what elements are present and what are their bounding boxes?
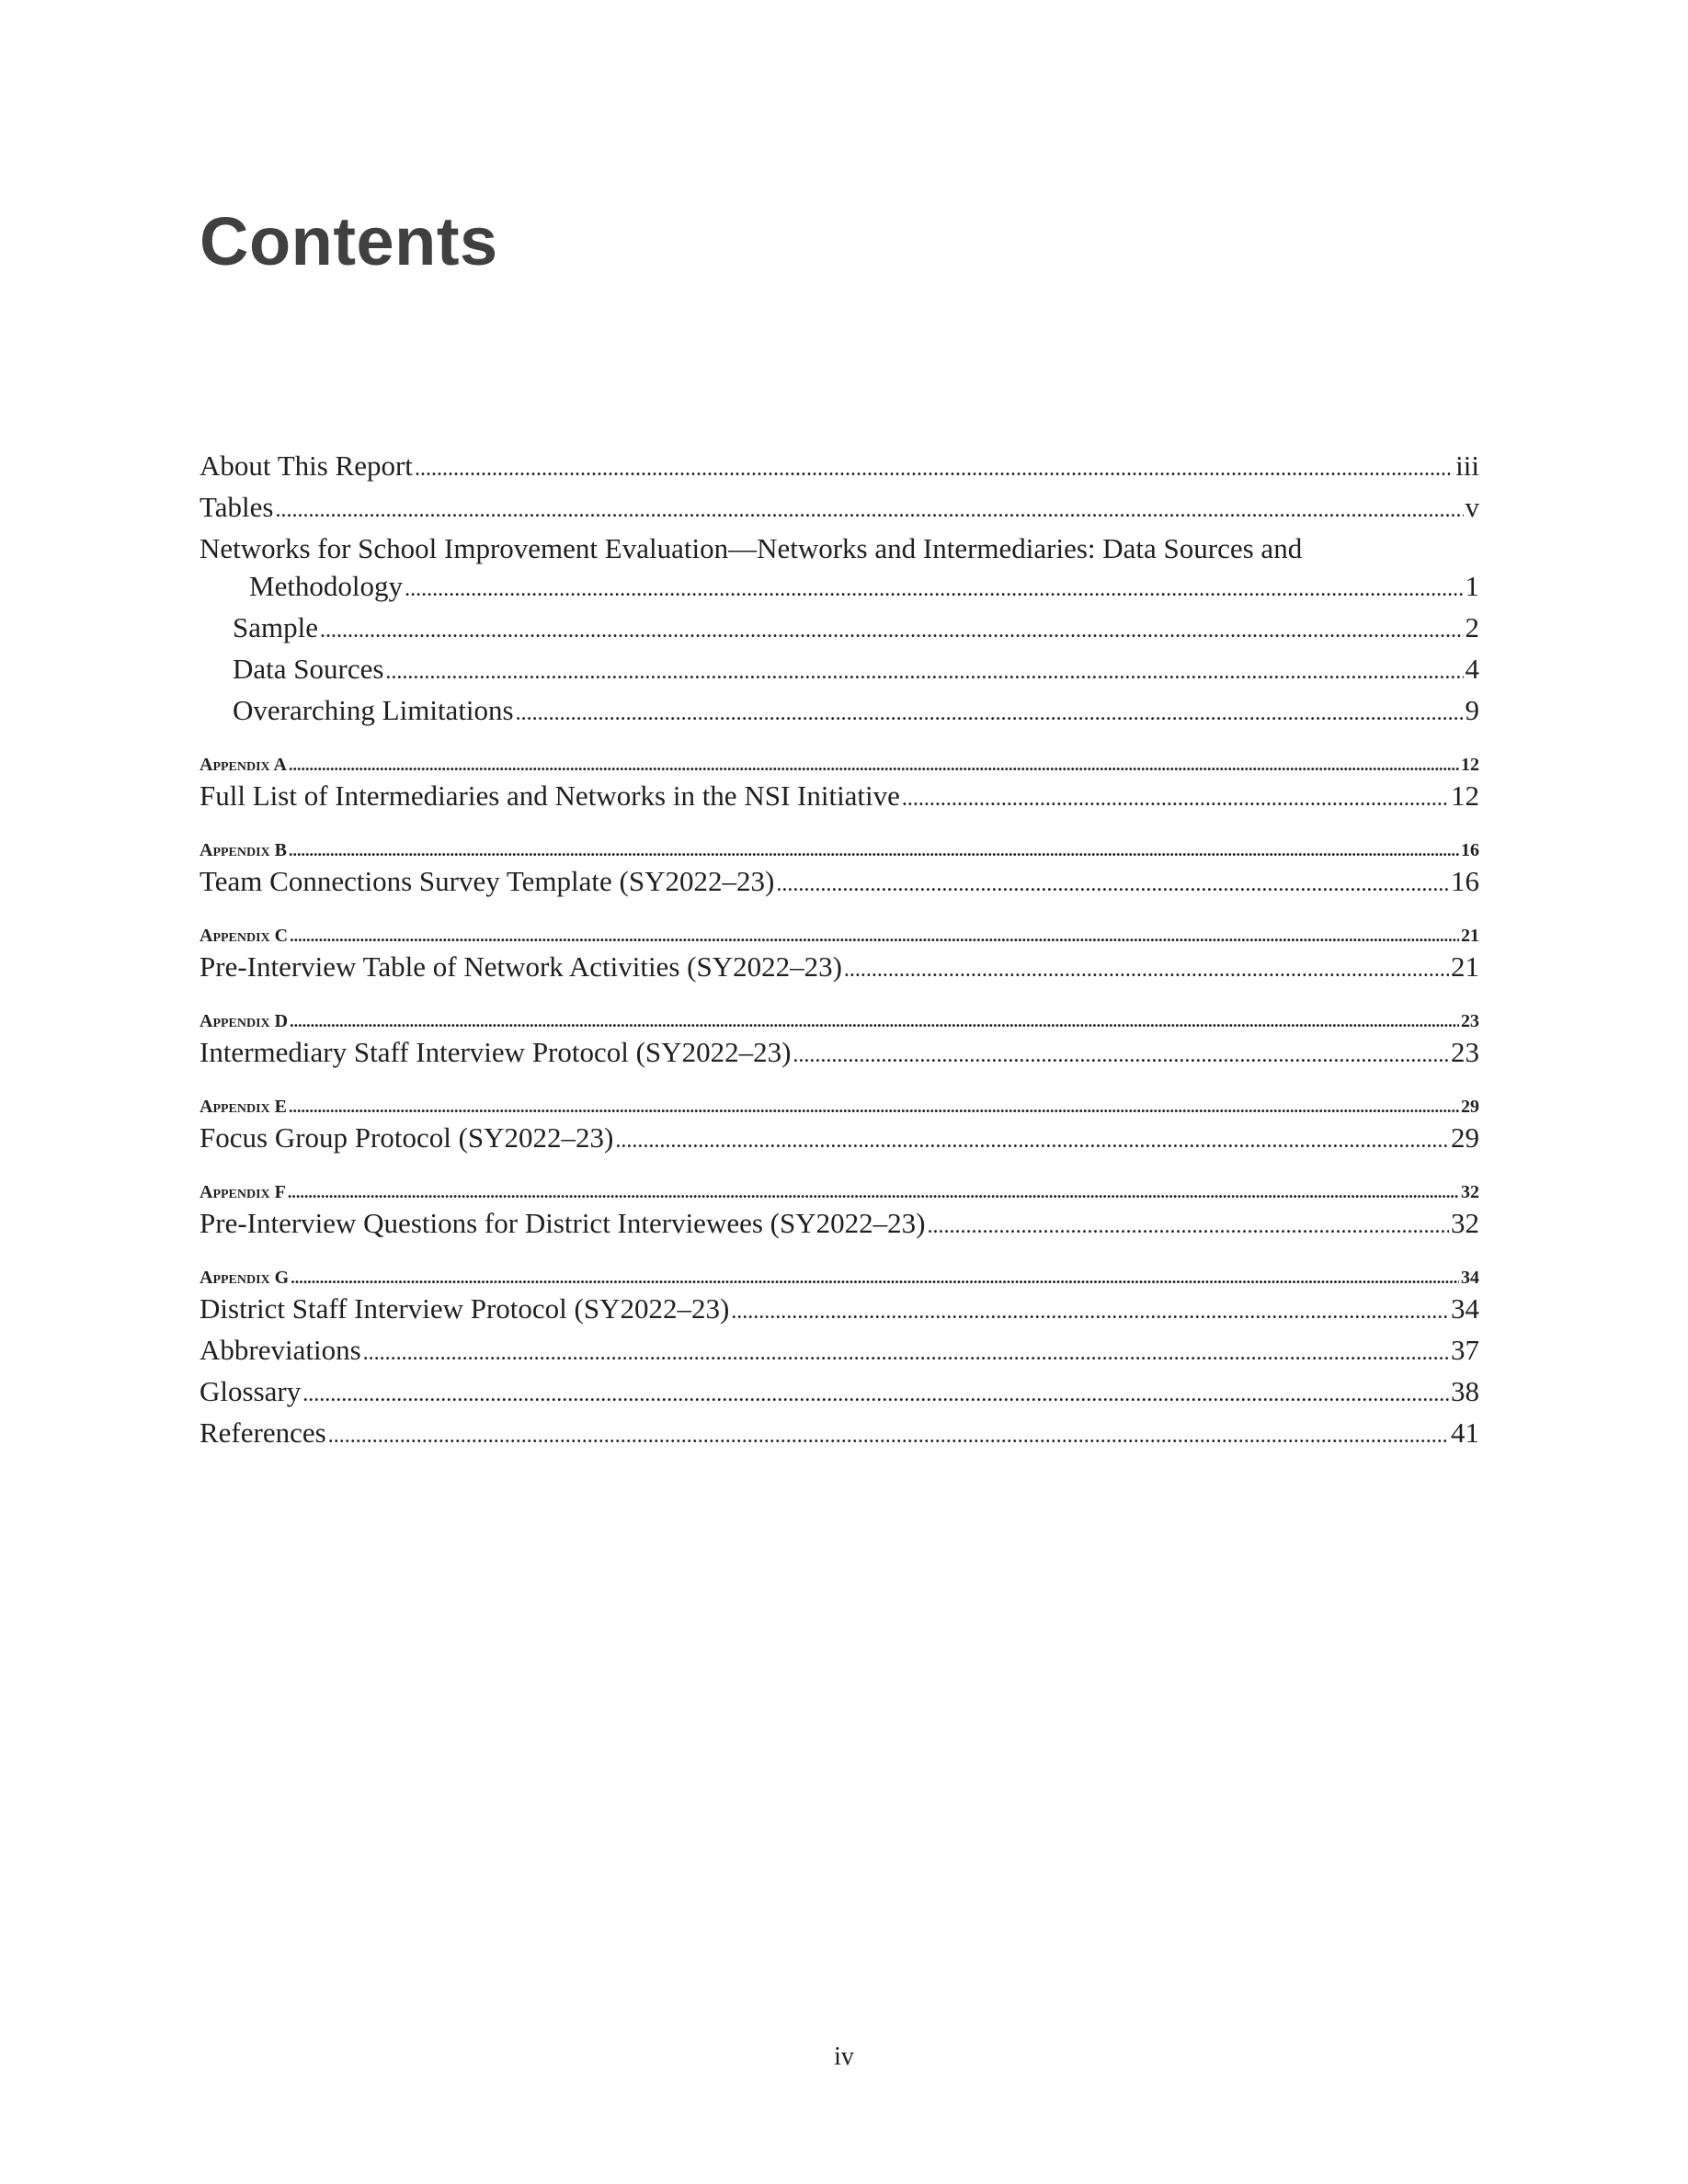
dot-leader — [290, 1009, 1459, 1033]
dot-leader — [844, 951, 1449, 989]
toc-entry-page: 32 — [1451, 1207, 1479, 1239]
toc-entry-label: Full List of Intermediaries and Networks in the NSI Initiative — [200, 779, 900, 812]
toc-entry-team-connections[interactable] — [200, 862, 1479, 904]
toc-entry-pre-interview-questions[interactable] — [200, 1204, 1479, 1246]
toc-entry-label: Appendix B — [200, 840, 288, 860]
toc-appendix-g[interactable] — [200, 1266, 1479, 1290]
toc-entry-label: References — [200, 1416, 326, 1449]
toc-entry-label: Abbreviations — [200, 1334, 361, 1366]
toc-entry-page: iii — [1455, 449, 1479, 482]
dot-leader — [320, 612, 1464, 650]
dot-leader — [290, 924, 1459, 948]
dot-leader — [731, 1293, 1449, 1331]
toc-entry-label: District Staff Interview Protocol (SY2022–23) — [200, 1292, 730, 1325]
dot-leader — [289, 838, 1459, 862]
toc-entry-page: 16 — [1461, 840, 1479, 860]
dot-leader — [793, 1037, 1449, 1075]
toc-entry-label: Appendix G — [200, 1268, 290, 1288]
toc-entry-glossary[interactable] — [200, 1372, 1479, 1414]
toc-entry-page: 37 — [1451, 1334, 1479, 1366]
dot-leader — [385, 654, 1463, 691]
toc-entry-page: 16 — [1451, 865, 1479, 897]
toc-entry-references[interactable] — [200, 1414, 1479, 1455]
dot-leader — [328, 1417, 1449, 1455]
toc-entry-focus-group[interactable] — [200, 1119, 1479, 1160]
toc-entry-page: 2 — [1465, 611, 1479, 643]
dot-leader — [516, 695, 1464, 733]
toc-entry-page: 1 — [1465, 570, 1479, 602]
toc-entry-page: 34 — [1451, 1292, 1479, 1325]
toc-entry-overarching-limitations[interactable] — [200, 691, 1479, 733]
toc-entry-abbreviations[interactable] — [200, 1331, 1479, 1372]
table-of-contents — [200, 447, 1479, 1455]
toc-entry-page: 21 — [1451, 950, 1479, 983]
toc-entry-methodology[interactable] — [200, 567, 1479, 609]
toc-entry-label: Appendix F — [200, 1182, 286, 1202]
dot-leader — [415, 450, 1454, 488]
toc-appendix-e[interactable] — [200, 1095, 1479, 1119]
toc-entry-full-list[interactable] — [200, 777, 1479, 818]
dot-leader — [927, 1208, 1449, 1246]
toc-entry-label: Appendix A — [200, 755, 288, 775]
toc-entry-district-staff[interactable] — [200, 1290, 1479, 1331]
toc-entry-label: Networks for School Improvement Evaluation—Networks and Intermediaries: Data Sources and — [200, 532, 1303, 564]
dot-leader — [302, 1376, 1449, 1414]
toc-entry-label: About This Report — [200, 449, 413, 482]
toc-entry-page: 23 — [1461, 1011, 1479, 1031]
toc-entry-sample[interactable] — [200, 609, 1479, 650]
toc-entry-label: Appendix E — [200, 1097, 288, 1117]
toc-entry-page: 34 — [1461, 1268, 1479, 1288]
dot-leader — [405, 571, 1463, 609]
toc-appendix-b[interactable] — [200, 838, 1479, 862]
dot-leader — [289, 1095, 1459, 1119]
toc-entry-label: Tables — [200, 491, 274, 523]
toc-entry-label: Overarching Limitations — [233, 694, 514, 726]
toc-entry-page: v — [1465, 491, 1479, 523]
toc-entry-page: 29 — [1451, 1121, 1479, 1154]
toc-appendix-a[interactable] — [200, 753, 1479, 777]
dot-leader — [288, 1180, 1459, 1204]
toc-entry-page: 29 — [1461, 1097, 1479, 1117]
toc-entry-label: Methodology — [249, 570, 404, 602]
toc-entry-page: 4 — [1465, 653, 1479, 685]
toc-entry-label: Pre-Interview Table of Network Activities (SY2022–23) — [200, 950, 842, 983]
toc-entry-label: Team Connections Survey Template (SY2022–23) — [200, 865, 775, 897]
toc-entry-label: Intermediary Staff Interview Protocol (SY2022–23) — [200, 1036, 792, 1068]
toc-entry-label: Appendix C — [200, 926, 289, 946]
toc-entry-page: 9 — [1465, 694, 1479, 726]
dot-leader — [776, 866, 1449, 904]
toc-entry-label: Pre-Interview Questions for District Interviewees (SY2022–23) — [200, 1207, 926, 1239]
toc-entry-page: 21 — [1461, 926, 1479, 946]
toc-entry-tables[interactable] — [200, 488, 1479, 529]
toc-entry-data-sources[interactable] — [200, 650, 1479, 691]
dot-leader — [275, 492, 1463, 529]
page-title: Contents — [200, 203, 498, 279]
toc-entry-label: Focus Group Protocol (SY2022–23) — [200, 1121, 614, 1154]
dot-leader — [902, 780, 1449, 818]
toc-entry-label: Appendix D — [200, 1011, 289, 1031]
toc-entry-label: Data Sources — [233, 653, 384, 685]
toc-appendix-d[interactable] — [200, 1009, 1479, 1033]
toc-entry-label: Sample — [233, 611, 318, 643]
dot-leader — [291, 1266, 1459, 1290]
toc-entry-about-this-report[interactable] — [200, 447, 1479, 488]
toc-appendix-f[interactable] — [200, 1180, 1479, 1204]
toc-entry-nsi-evaluation[interactable] — [200, 529, 1479, 567]
dot-leader — [615, 1122, 1449, 1160]
toc-entry-pre-interview-table[interactable] — [200, 948, 1479, 989]
toc-entry-page: 23 — [1451, 1036, 1479, 1068]
toc-entry-label: Glossary — [200, 1375, 302, 1407]
toc-entry-page: 32 — [1461, 1182, 1479, 1202]
toc-entry-page: 12 — [1451, 779, 1479, 812]
toc-entry-page: 38 — [1451, 1375, 1479, 1407]
toc-entry-page: 41 — [1451, 1416, 1479, 1449]
page-number: iv — [834, 2042, 854, 2071]
toc-appendix-c[interactable] — [200, 924, 1479, 948]
dot-leader — [289, 753, 1459, 777]
toc-entry-intermediary-staff[interactable] — [200, 1033, 1479, 1075]
dot-leader — [363, 1335, 1449, 1372]
toc-entry-page: 12 — [1461, 755, 1479, 775]
